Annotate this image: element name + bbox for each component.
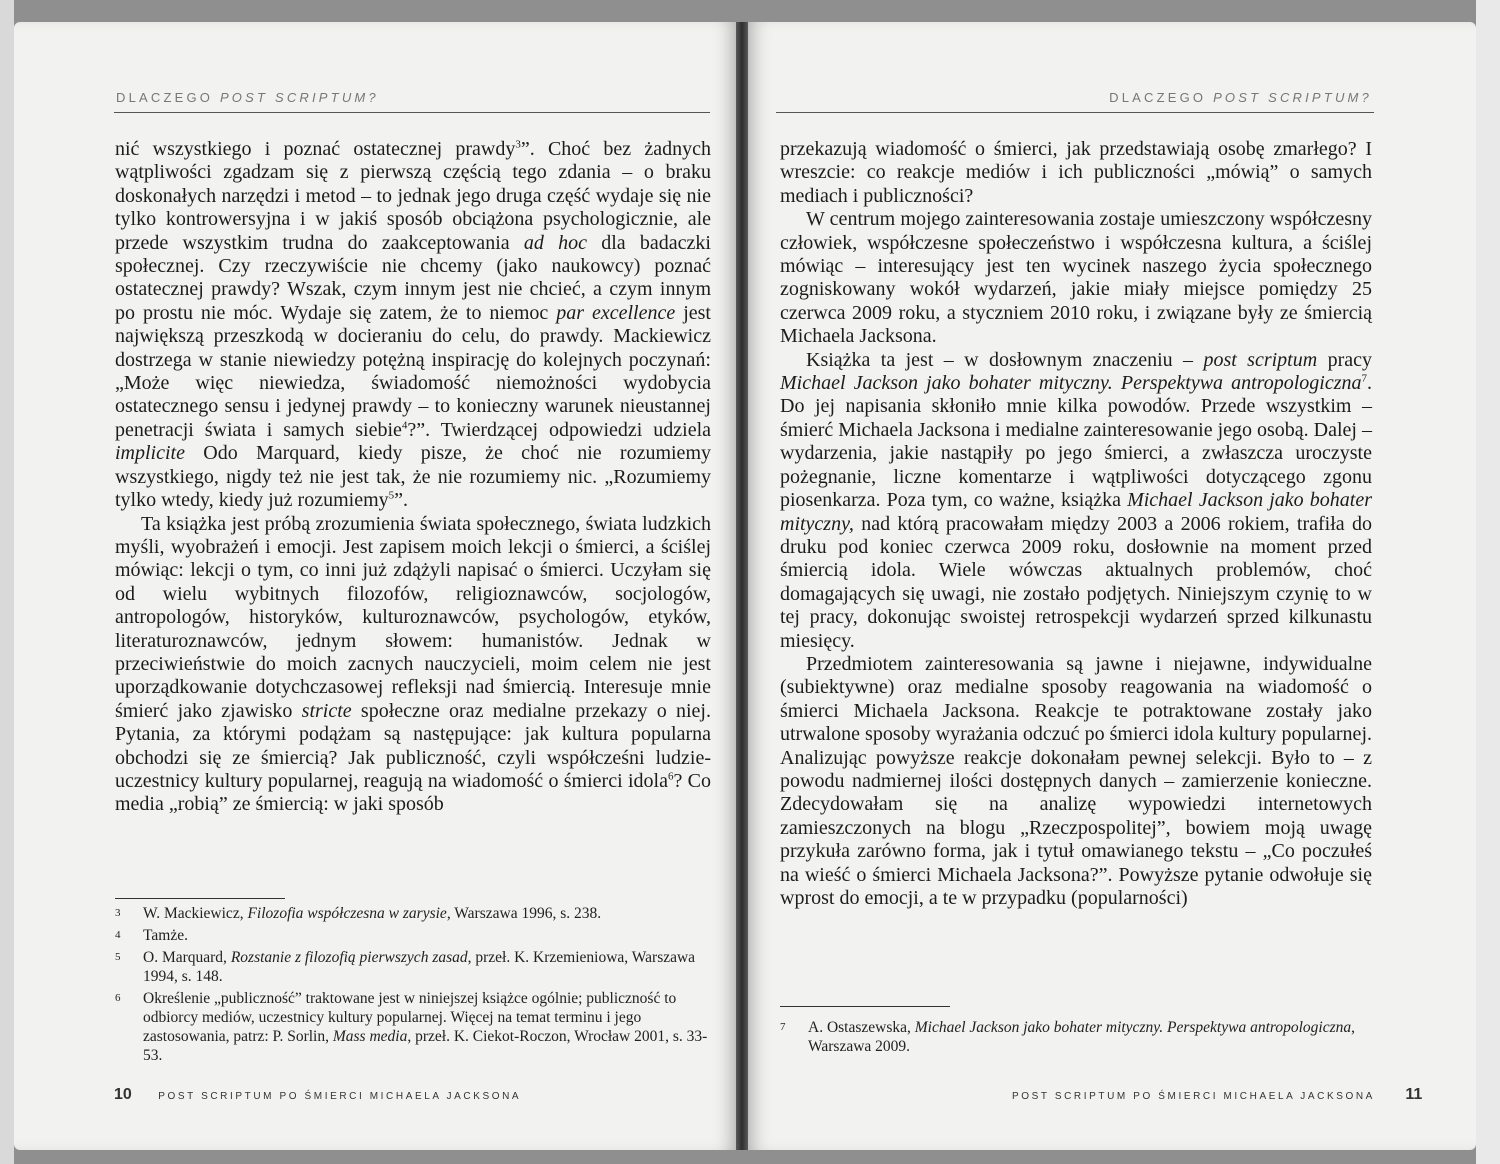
footnote	[115, 904, 711, 923]
text-run: W. Mackiewicz,	[143, 905, 248, 922]
text-run: . Do jej napisania skłoniło mnie kilka powodów. Przede wszystkim – śmierć Michaela Jacksona i medialne zainteresowanie jego osobą. Dalej – wydarzenia, jakie nastąpiły po jego śmierci, a zwłaszcza uroczyste pożegnanie, liczne komentarze i wątpliwości dotyczącego zgonu piosenkarza. Poza tym, co ważne, książka	[780, 372, 1372, 512]
italic-text: Michael Jackson jako bohater mityczny. Perspektywa antropologiczna	[780, 372, 1362, 395]
footnote-ref: 4	[401, 419, 408, 432]
footnote-ref: 3	[515, 138, 521, 151]
text-run: Tamże.	[143, 927, 188, 944]
header-rule	[776, 112, 1374, 113]
italic-text: Mass media	[332, 1028, 408, 1045]
italic-text: Michael Jackson jako bohater mityczny. Perspektywa antropologiczna	[914, 1019, 1352, 1036]
page-number: 10	[114, 1086, 132, 1103]
text-run: ”.	[394, 489, 409, 512]
page-number: 11	[1405, 1086, 1423, 1103]
header-rule	[114, 112, 710, 113]
paragraph	[780, 349, 1372, 653]
running-head	[116, 90, 379, 105]
footnote-number: 3	[115, 907, 121, 919]
paragraph	[780, 653, 1372, 910]
paragraph	[780, 138, 1372, 208]
footnote-ref: 5	[388, 489, 395, 502]
footnote-number: 4	[115, 929, 121, 941]
book-title: POST SCRIPTUM PO ŚMIERCI MICHAELA JACKSONA	[158, 1091, 522, 1102]
running-head-italic: POST SCRIPTUM?	[219, 90, 379, 105]
text-run: przekazują wiadomość o śmierci, jak przedstawiają osobę zmarłego? I wreszcie: co reakcje mediów i ich publiczności „mówią” o samych mediach i publiczności?	[780, 138, 1372, 207]
italic-text: ad hoc	[523, 231, 587, 254]
footnote-rule	[780, 1006, 950, 1007]
text-run: Określenie „publiczność” traktowane jest w niniejszej książce ogólnie; publiczność to odbiorcy mediów, uczestnicy kultury popularnej. Więcej na temat terminu i jego zastosowania, patrz: P. Sorlin,	[143, 990, 677, 1045]
footnotes	[115, 904, 711, 1068]
italic-text: par excellence	[556, 301, 676, 324]
text-run: Przedmiotem zainteresowania są jawne i niejawne, indywidualne (subiektywne) oraz medialne sposoby reagowania na wiadomość o śmierci Michaela Jacksona. Reakcje te potraktowane zostały jako utrwalone sposoby wyrażania odczuć po śmierci idola kultury popularnej. Analizując powyższe reakcje dokonałam pewnej selekcji. Było to – z powodu nadmiernej ilości dostępnych danych – zamierzenie konieczne. Zdecydowałam się na analizę wypowiedzi internetowych zamieszczonych na blogu „Rzeczpospolitej”, bowiem moją uwagę przykuła zarówno forma, jak i tytuł omawianego tekstu – „Co poczułeś na wieść o śmierci Michaela Jacksona?”. Powyższe pytanie odwołuje się wprost do emocji, a te w przypadku (popularności)	[780, 652, 1372, 909]
text-run: pracy	[1317, 348, 1372, 371]
footnote	[115, 948, 711, 986]
text-run: Ta książka jest próbą zrozumienia świata społecznego, świata ludzkich myśli, wyobrażeń i emocji. Jest zapisem moich lekcji o śmierci, a ściślej mówiąc: lekcji o tym, co inni już zdążyli napisać o śmierci. Uczyłam się od wielu wybitnych filozofów, religioznawców, socjologów, antropologów, historyków, kulturoznawców, psychologów, etyków, literaturoznawców, jednym słowem: humanistów. Jednak w przeciwieństwie do moich zacnych nauczycieli, moim celem nie jest uporządkowanie dotychczasowej refleksji nad śmiercią. Interesuje mnie śmierć jako zjawisko	[115, 512, 711, 722]
paragraphs	[115, 138, 711, 817]
paragraph	[115, 138, 711, 513]
italic-text: implicite	[115, 442, 185, 465]
footnote	[115, 926, 711, 945]
italic-text: Rozstanie z filozofią pierwszych zasad	[230, 949, 468, 966]
text-run: Odo Marquard, kiedy pisze, że choć nie rozumiemy wszystkiego, nigdy też nie jest tak, że nie rozumiemy nic. „Rozumiemy tylko wtedy, kiedy już rozumiemy	[115, 442, 711, 512]
text-run: jest największą przeszkodą w docieraniu do celu, do prawdy. Mackiewicz dostrzega w stanie niewiedzy potężną inspirację do kolejnych poczynań: „Może więc niewiedza, świadomość niemożności wydobycia ostatecznego sensu i jedynej prawdy – to konieczny warunek nieustannej penetracji świata i samych siebie	[115, 301, 711, 441]
text-run: ?”. Twierdzącej odpowiedzi udziela	[407, 418, 711, 441]
footnote-ref: 6	[667, 770, 674, 783]
text-run: społeczne oraz medialne przekazy o niej. Pytania, za którymi podążam są następujące: jak kultura popularna obchodzi się ze śmiercią? Jak publiczność, czyli współcześni ludzie-uczestnicy kultury popularnej, reagują na wiadomość o śmierci idola	[115, 699, 711, 792]
footnote-ref: 7	[1361, 372, 1367, 385]
text-run: O. Marquard,	[143, 949, 231, 966]
right-page	[748, 22, 1476, 1150]
italic-text: stricte	[301, 699, 352, 722]
footnotes	[780, 1018, 1372, 1059]
footnote-number: 7	[780, 1021, 786, 1033]
running-head-text: DLACZEGO	[116, 90, 220, 105]
footnote-number: 5	[115, 951, 121, 963]
text-run: ”. Choć bez żadnych wątpliwości zgadzam się z pierwszą częścią tego zdania – o braku doskonałych narzędzi i metod – to jednak jego druga część wydaje się nie tylko kontrowersyjna i w jakiś sposób obciążona psychologicznie, ale przede wszystkim trudna do zaakceptowania	[115, 138, 711, 254]
book-title: POST SCRIPTUM PO ŚMIERCI MICHAELA JACKSONA	[1012, 1091, 1375, 1102]
paragraph	[115, 513, 711, 817]
running-head-text: DLACZEGO	[1109, 90, 1214, 105]
running-head-italic: POST SCRIPTUM?	[1213, 90, 1372, 105]
text-run: A. Ostaszewska,	[808, 1019, 915, 1036]
italic-text: Filozofia współczesna w zarysie	[247, 905, 447, 922]
scanner-edge-left	[0, 0, 14, 1164]
paragraphs	[780, 138, 1372, 910]
left-page	[14, 22, 736, 1150]
folio	[1012, 1086, 1422, 1104]
scanner-edge-right	[1476, 0, 1500, 1164]
footnote	[780, 1018, 1372, 1056]
text-run: W centrum mojego zainteresowania zostaje umieszczony współczesny człowiek, współczesne społeczeństwo i współczesna kultura, a ściślej mówiąc – interesujący jest ten wycinek naszego życia społecznego zogniskowany wokół wydarzeń, jakie miały miejsce pomiędzy 25 czerwca 2009 roku, a styczniem 2010 roku, i związane były ze śmiercią Michaela Jacksona.	[780, 208, 1372, 348]
text-run: dla badaczki społecznej. Czy rzeczywiście nie chcemy (jako naukowcy) poznać ostatecznej prawdy? Wszak, czym innym jest nie chcieć, a czym innym po prostu nie móc. Wydaje się zatem, że to niemoc	[115, 231, 711, 324]
text-run: nić wszystkiego i poznać ostatecznej prawdy	[115, 138, 516, 160]
text-run: , Warszawa 1996, s. 238.	[446, 905, 602, 922]
body-text	[115, 138, 711, 817]
text-run: ? Co media „robią” ze śmiercią: w jaki sposób	[115, 769, 711, 816]
text-run: , Warszawa 2009.	[808, 1019, 1355, 1055]
footnote	[115, 989, 711, 1065]
footnote-number: 6	[115, 992, 121, 1004]
text-run: Książka ta jest – w dosłownym znaczeniu –	[806, 348, 1204, 371]
book-gutter	[736, 22, 748, 1150]
paragraph	[780, 208, 1372, 348]
text-run: , przeł. K. Ciekot-Roczon, Wrocław 2001, s. 33-53.	[143, 1028, 708, 1064]
folio	[114, 1086, 521, 1104]
running-head	[1109, 90, 1372, 105]
italic-text: post scriptum	[1203, 348, 1318, 371]
text-run: , przeł. K. Krzemieniowa, Warszawa 1994, s. 148.	[143, 949, 696, 985]
body-text	[780, 138, 1372, 910]
text-run: nad którą pracowałam między 2003 a 2006 rokiem, trafiła do druku pod koniec czerwca 2009 roku, dosłownie na moment przed śmiercią idola. Wiele wówczas aktualnych problemów, choć domagających się uwagi, nie zostało podjętych. Niniejszym czynię to w tej pracy, dokonując swoistej retrospekcji wydarzeń sprzed kilkunastu miesięcy.	[780, 512, 1372, 652]
footnote-rule	[115, 898, 285, 899]
italic-text: Michael Jackson jako bohater mityczny,	[780, 489, 1372, 535]
